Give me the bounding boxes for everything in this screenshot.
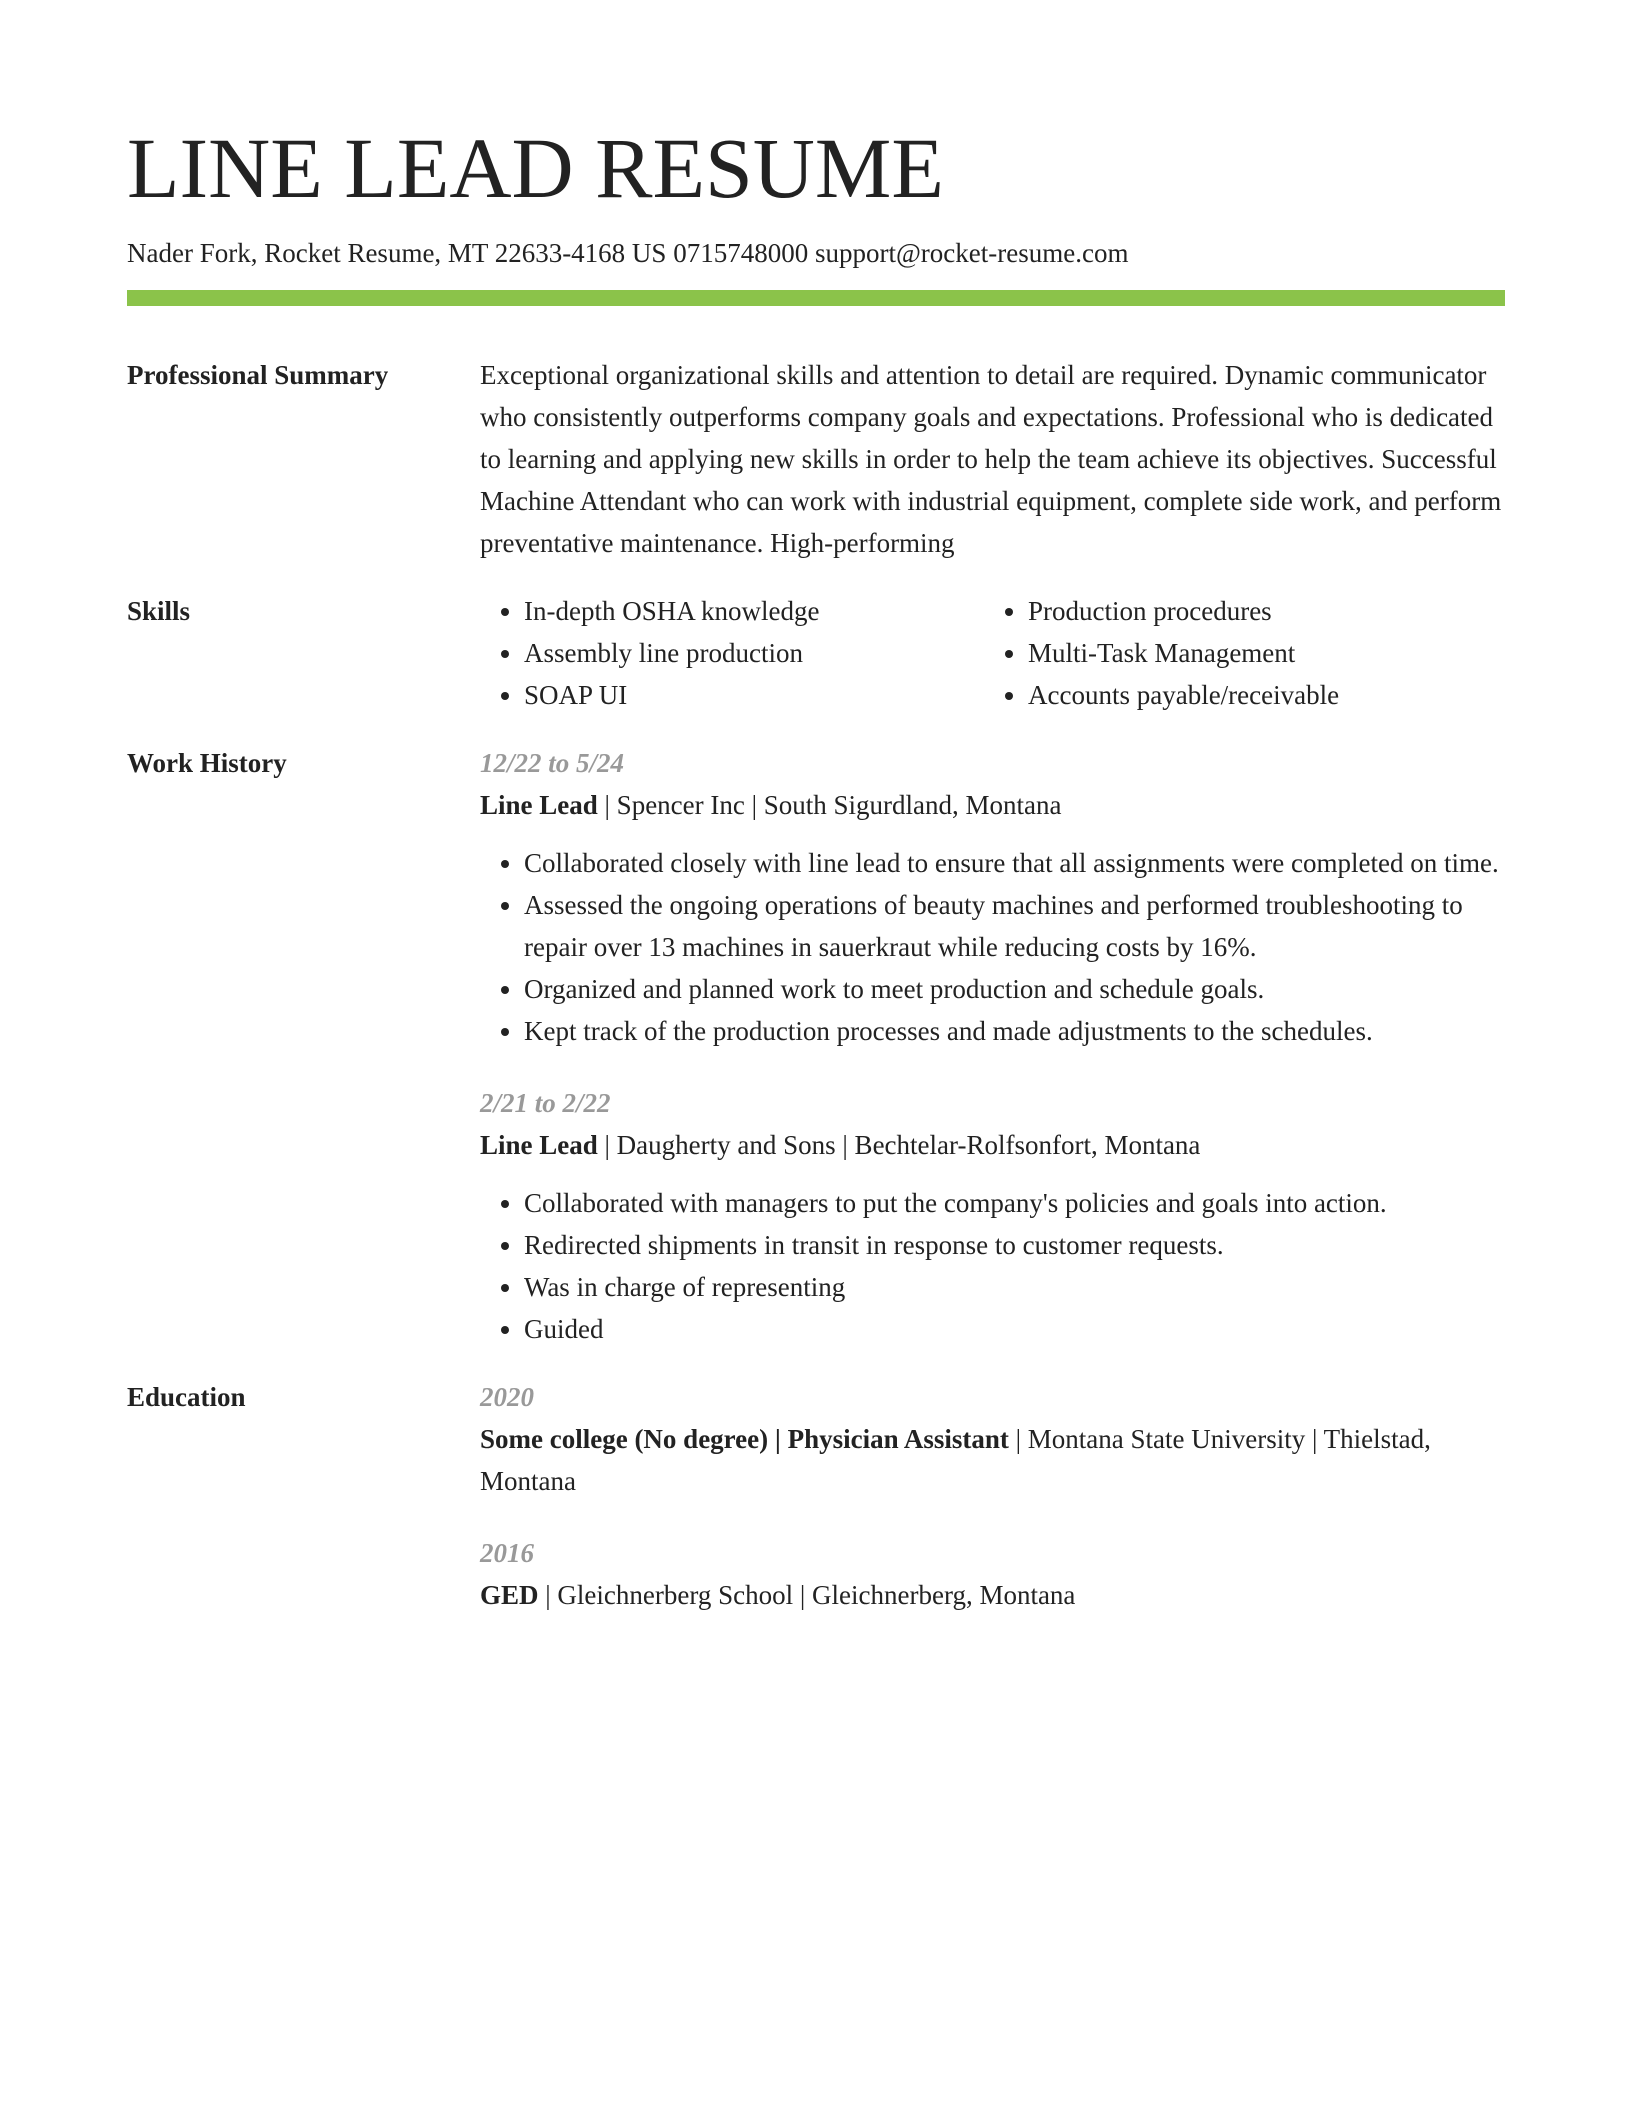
job-bullet: • Collaborated closely with line lead to ensure that all assignments were completed on time. [524, 842, 1505, 884]
skill-item: • Assembly line production [524, 632, 984, 674]
job-details: | Spencer Inc | South Sigurdland, Montana [597, 790, 1062, 820]
skill-item: • Accounts payable/receivable [1028, 674, 1488, 716]
skill-item: • Production procedures [1028, 590, 1488, 632]
work-history-section [127, 742, 1505, 1350]
skill-item: • Multi-Task Management [1028, 632, 1488, 674]
education-details: | Gleichnerberg School | Gleichnerberg, Montana [538, 1580, 1076, 1610]
education-date: 2020 [480, 1382, 534, 1412]
resume-page [127, 0, 1505, 1616]
job-bullet: • Redirected shipments in transit in response to customer requests. [524, 1224, 1505, 1266]
job-bullet: • Organized and planned work to meet production and schedule goals. [524, 968, 1505, 1010]
education-section [127, 1376, 1505, 1616]
summary-section [127, 354, 1505, 564]
job-heading [480, 784, 1505, 826]
section-label-work-history: Work History [127, 748, 287, 778]
section-label-education: Education [127, 1382, 246, 1412]
education-heading [480, 1574, 1505, 1616]
job-bullet: • Guided [524, 1308, 1505, 1350]
job-entry [480, 742, 1505, 1052]
education-degree: Some college (No degree) | Physician Assistant [480, 1424, 1009, 1454]
education-degree: GED [480, 1580, 539, 1610]
education-details: | Montana State University | Thielstad, Montana [480, 1424, 1431, 1496]
skill-item: • In-depth OSHA knowledge [524, 590, 984, 632]
job-bullets [480, 1182, 1505, 1350]
skill-item: • SOAP UI [524, 674, 984, 716]
job-entry [480, 1082, 1505, 1350]
education-heading [480, 1418, 1505, 1502]
job-bullet: • Assessed the ongoing operations of beauty machines and performed troubleshooting to repair over 13 machines in sauerkraut while reducing costs by 16%. [524, 884, 1505, 968]
job-bullet: • Collaborated with managers to put the company's policies and goals into action. [524, 1182, 1505, 1224]
resume-title: LINE LEAD RESUME [127, 120, 944, 216]
job-bullet: • Kept track of the production processes and made adjustments to the schedules. [524, 1010, 1505, 1052]
summary-text: Exceptional organizational skills and attention to detail are required. Dynamic communicator who consistently outperforms company goals and expectations. Professional who is dedicated to learning and applying new skills in order to help the team achieve its objectives. Successful Machine Attendant who can work with industrial equipment, complete side work, and perform preventative maintenance. High-performing [480, 360, 1502, 558]
education-date: 2016 [480, 1538, 534, 1568]
skills-section [127, 590, 1505, 716]
skills-column-1 [480, 590, 984, 716]
job-title: Line Lead [480, 1130, 598, 1160]
job-bullet: • Was in charge of representing [524, 1266, 1505, 1308]
contact-line: Nader Fork, Rocket Resume, MT 22633-4168 US 0715748000 support@rocket-resume.com [127, 238, 1129, 268]
education-entry [480, 1532, 1505, 1616]
job-heading [480, 1124, 1505, 1166]
accent-divider [127, 290, 1505, 306]
section-label-skills: Skills [127, 596, 191, 626]
skills-column-2 [984, 590, 1488, 716]
job-title: Line Lead [480, 790, 598, 820]
job-bullets [480, 842, 1505, 1052]
job-date: 2/21 to 2/22 [480, 1088, 611, 1118]
section-label-summary: Professional Summary [127, 360, 389, 390]
job-date: 12/22 to 5/24 [480, 748, 625, 778]
job-details: | Daugherty and Sons | Bechtelar-Rolfsonfort, Montana [597, 1130, 1201, 1160]
education-entry [480, 1376, 1505, 1502]
